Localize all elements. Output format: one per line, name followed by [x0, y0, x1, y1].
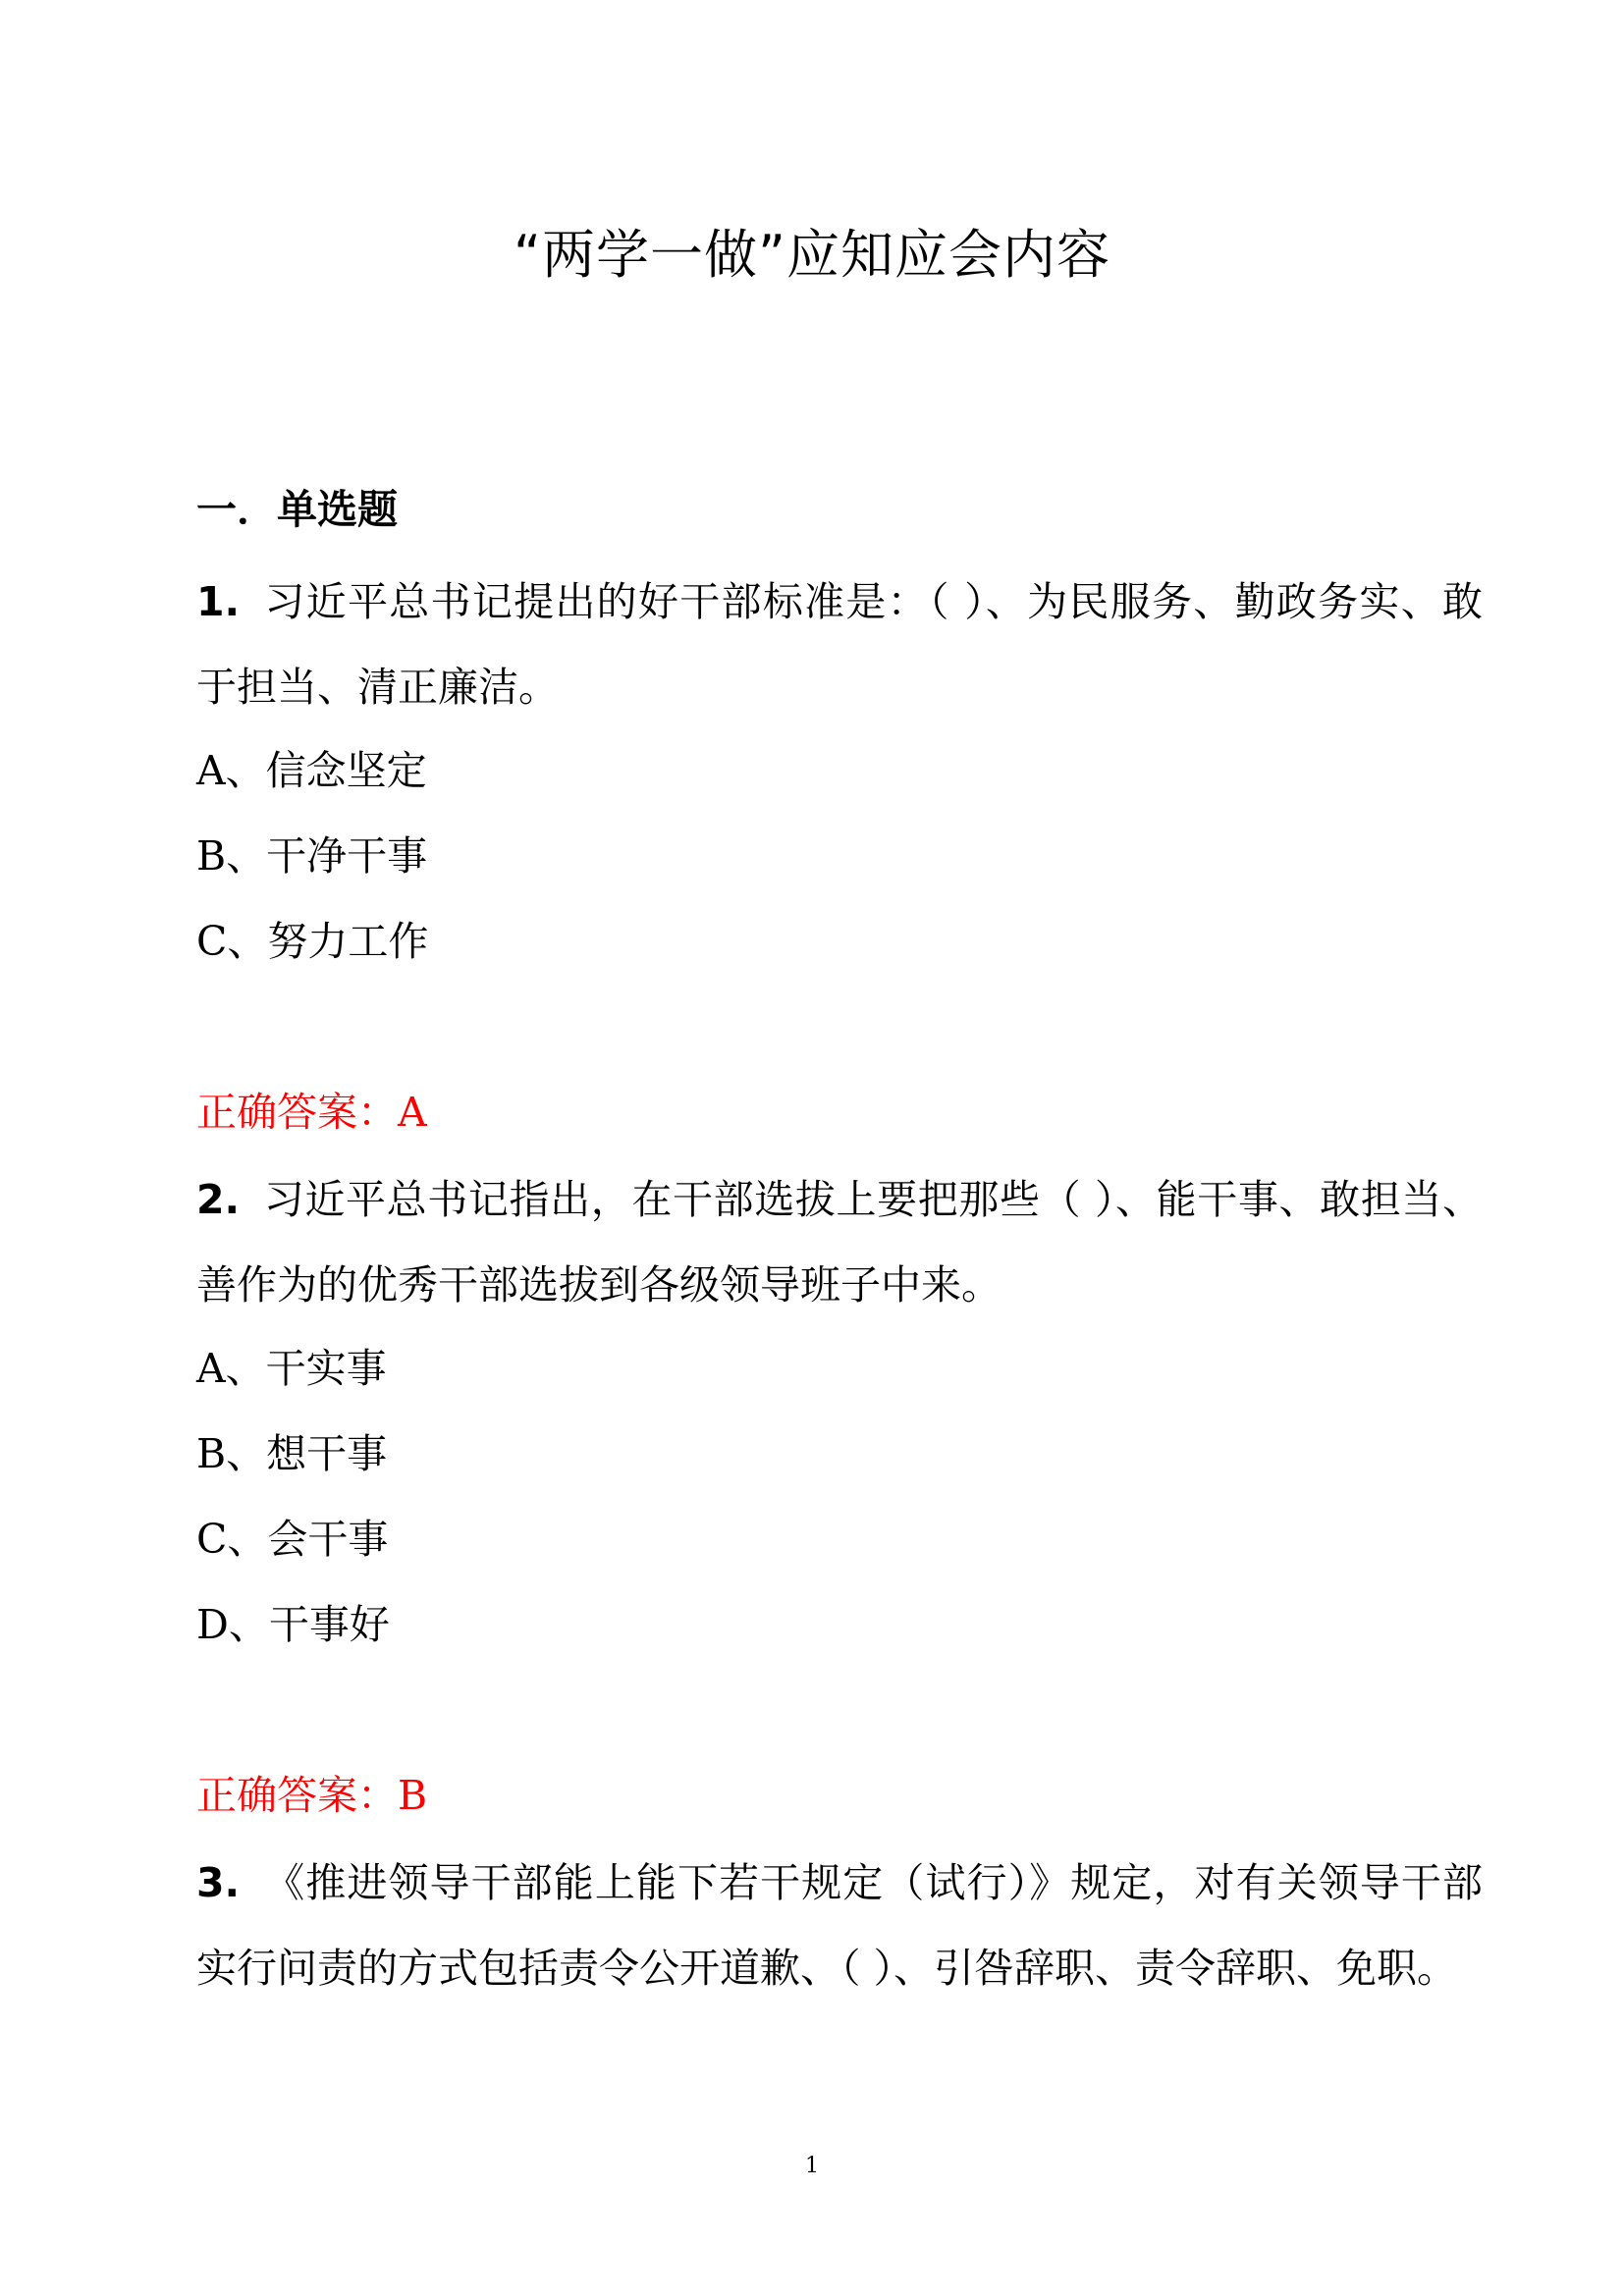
- page-number: 1: [805, 2154, 819, 2178]
- question-text: 《推进领导干部能上能下若干规定（试行）》规定，对有关领导干部实行问责的方式包括责令公开道歉、（ ）、引咎辞职、责令辞职、免职。: [196, 1859, 1483, 1992]
- question-2-answer: 正确答案：B: [196, 1772, 428, 1819]
- question-text: 习近平总书记提出的好干部标准是：（ ）、为民服务、勤政务实、敢于担当、清正廉洁。: [196, 578, 1483, 711]
- question-1-option-c: C、努力工作: [196, 918, 429, 965]
- question-1-option-b: B、干净干事: [196, 832, 428, 880]
- question-2-option-d: D、干事好: [196, 1601, 390, 1648]
- question-1: [196, 560, 1483, 730]
- question-number: 2.: [196, 1176, 241, 1223]
- question-2: [196, 1157, 1483, 1328]
- question-2-option-c: C、会干事: [196, 1516, 389, 1563]
- question-number: 1.: [196, 578, 241, 625]
- question-1-answer: 正确答案：A: [196, 1089, 427, 1136]
- question-text: 习近平总书记指出，在干部选拔上要把那些（ ）、能干事、敢担当、善作为的优秀干部选拔到各级领导班子中来。: [196, 1176, 1483, 1308]
- question-number: 3.: [196, 1859, 241, 1906]
- section-heading: 一．单选题: [196, 486, 398, 533]
- question-1-option-a: A、信念坚定: [196, 747, 427, 794]
- page-title: “两学一做”应知应会内容: [514, 224, 1110, 286]
- question-2-option-a: A、干实事: [196, 1345, 387, 1392]
- question-3: [196, 1841, 1483, 2011]
- question-2-option-b: B、想干事: [196, 1430, 388, 1477]
